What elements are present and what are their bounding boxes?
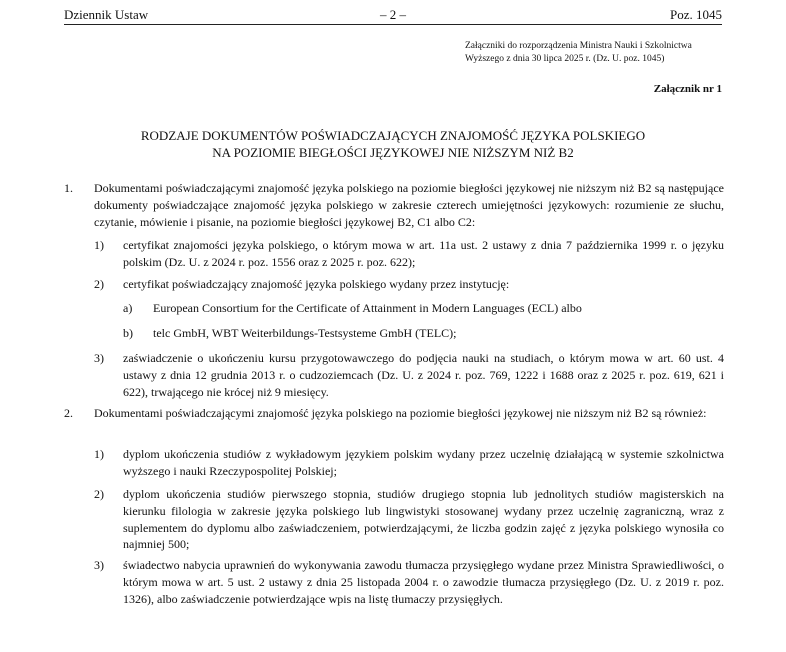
list-subitem: telc GmbH, WBT Weiterbildungs-Testsysteme GmbH (TELC); (153, 326, 457, 340)
list-item: dyplom ukończenia studiów pierwszego stopnia, studiów drugiego stopnia lub jednolitych studiów magisterskich na kierunku filologia w zakresie języka polskiego lub lingwistyki stosowanej wydany przez uczelnię zagraniczną, wraz z suplementem do dyplomu albo zaświadczeniem, potwierdzającymi, że liczba godzin zajęć z języka polskiego wynosiła co najmniej 500; (123, 487, 724, 552)
attachment-note (465, 40, 735, 66)
list-item: certyfikat poświadczający znajomość języka polskiego wydany przez instytucję: (123, 277, 510, 291)
subitem-letter: b) (123, 326, 133, 340)
page-header (64, 6, 722, 25)
section-number: 2. (64, 406, 73, 420)
title-line: RODZAJE DOKUMENTÓW POŚWIADCZAJĄCYCH ZNAJOMOŚĆ JĘZYKA POLSKIEGO (140, 128, 646, 143)
subitem-letter: a) (123, 301, 133, 315)
document-title (64, 128, 722, 161)
position-number: Poz. 1045 (670, 7, 722, 22)
list-subitem: European Consortium for the Certificate of Attainment in Modern Languages (ECL) albo (153, 301, 582, 315)
section-number: 1. (64, 181, 73, 195)
list-item: zaświadczenie o ukończeniu kursu przygotowawczego do podjęcia nauki na studiach, o którym mowa w art. 60 ust. 4 ustawy z dnia 12 grudnia 2013 r. o cudzoziemcach (Dz. U. z 2024 r. poz. 769, 1222 i 1688 oraz z 2025 r. poz. 619, 621 i 622), trwającego nie krócej niż 9 miesięcy. (123, 351, 724, 399)
section-paragraph: Dokumentami poświadczającymi znajomość języka polskiego na poziomie biegłości językowej nie niższym niż B2 są następujące dokumenty poświadczające znajomość języka polskiego w zakresie czterech umiejętności językowych: rozumienie ze słuchu, czytanie, mówienie i pisanie, na poziomie biegłości językowej B2, C1 albo C2: (94, 181, 724, 229)
title-line: NA POZIOMIE BIEGŁOŚCI JĘZYKOWEJ NIE NIŻSZYM NIŻ B2 (212, 144, 574, 160)
list-item: certyfikat znajomości języka polskiego, o którym mowa w art. 11a ust. 2 ustawy z dnia 7 października 1999 r. o języku polskim (Dz. U. z 2024 r. poz. 1556 oraz z 2025 r. poz. 622); (123, 238, 724, 269)
item-number: 2) (94, 277, 104, 291)
list-item: dyplom ukończenia studiów z wykładowym językiem polskim wydany przez uczelnię działającą w systemie szkolnictwa wyższego i nauki Rzeczypospolitej Polskiej; (123, 447, 724, 478)
attachment-note-line: Załączniki do rozporządzenia Ministra Nauki i Szkolnictwa (465, 41, 692, 51)
item-number: 1) (94, 238, 104, 252)
item-number: 1) (94, 447, 104, 461)
journal-name: Dziennik Ustaw (64, 7, 149, 22)
item-number: 2) (94, 487, 104, 501)
item-number: 3) (94, 351, 104, 365)
annex-label: Załącznik nr 1 (653, 83, 722, 95)
page-number: – 2 – (380, 7, 406, 22)
list-item: świadectwo nabycia uprawnień do wykonywania zawodu tłumacza przysięgłego wydane przez Ministra Sprawiedliwości, o którym mowa w art. 5 ust. 2 ustawy z dnia 25 listopada 2004 r. o zawodzie tłumacza przysięgłego (Dz. U. z 2019 r. poz. 1326), albo zaświadczenie potwierdzające wpis na listę tłumaczy przysięgłych. (123, 558, 724, 606)
attachment-note-line: Wyższego z dnia 30 lipca 2025 r. (Dz. U. poz. 1045) (465, 54, 665, 64)
section-paragraph: Dokumentami poświadczającymi znajomość języka polskiego na poziomie biegłości językowej nie niższym niż B2 są również: (94, 406, 707, 420)
item-number: 3) (94, 558, 104, 572)
